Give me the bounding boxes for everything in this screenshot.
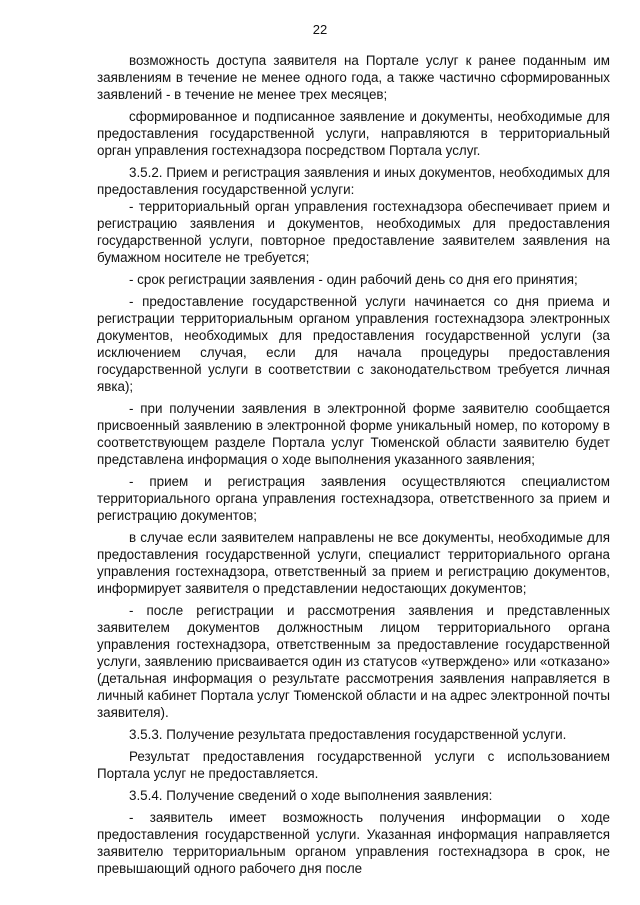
list-item-status-assignment: - после регистрации и рассмотрения заявления и представленных заявителем документов должностным лицом территориального органа управления гостехнадзора, ответственным за предоставление государственной услуги, заявлению присваивается один из статусов «утверждено» или «отказано» (детальная информация о результате рассмотрения заявления направляется в личный кабинет Портала услуг Тюменской области и на адрес электронной почты заявителя). [97,603,610,720]
document-body [97,52,610,877]
paragraph-missing-documents: в случае если заявителем направлены не все документы, необходимые для предоставления государственной услуги, специалист территориального органа управления гостехнадзора, ответственный за прием и регистрацию документов, информирует заявителя о представлении недостающих документов; [97,530,610,596]
list-item-responsible-specialist: - прием и регистрация заявления осуществляются специалистом территориального органа управления гостехнадзора, ответственного за прием и регистрацию документов; [97,474,610,523]
section-heading-3-5-4: 3.5.4. Получение сведений о ходе выполнения заявления: [129,788,493,803]
list-item-service-start: - предоставление государственной услуги начинается со дня приема и регистрации территориальным органом управления гостехнадзора электронных документов, необходимых для предоставления государственной услуги (за исключением случая, если для начала процедуры предоставления государственной услуги в соответствии с законодательством требуется личная явка); [97,294,610,394]
paragraph-submission: сформированное и подписанное заявление и документы, необходимые для предоставления государственной услуги, направляются в территориальный орган управления гостехнадзора посредством Портала услуг. [97,109,610,158]
section-heading-3-5-2: 3.5.2. Прием и регистрация заявления и иных документов, необходимых для предоставления государственной услуги: [97,165,610,197]
list-item-progress-info: - заявитель имеет возможность получения информации о ходе предоставления государственной услуги. Указанная информация направляется заявителю территориальным органом управления гостехнадзора в срок, не превышающий одного рабочего дня после [97,810,610,876]
list-item-reception: - территориальный орган управления гостехнадзора обеспечивает прием и регистрацию заявления и документов, необходимых для предоставления государственной услуги, повторное предоставление заявителем заявления на бумажном носителе не требуется; [97,199,610,265]
list-item-unique-number: - при получении заявления в электронной форме заявителю сообщается присвоенный заявлению в электронной форме уникальный номер, по которому в соответствующем разделе Портала услуг Тюменской области заявителю будет представлена информация о ходе выполнения указанного заявления; [97,401,610,467]
paragraph-result-not-provided: Результат предоставления государственной услуги с использованием Портала услуг не предоставляется. [97,749,610,781]
page-number: 22 [312,22,328,37]
list-item-registration-term: - срок регистрации заявления - один рабочий день со дня его принятия; [129,272,578,287]
paragraph-portal-access: возможность доступа заявителя на Портале услуг к ранее поданным им заявлениям в течение не менее одного года, а также частично сформированных заявлений - в течение не менее трех месяцев; [97,53,610,102]
section-heading-3-5-3: 3.5.3. Получение результата предоставления государственной услуги. [129,727,567,742]
